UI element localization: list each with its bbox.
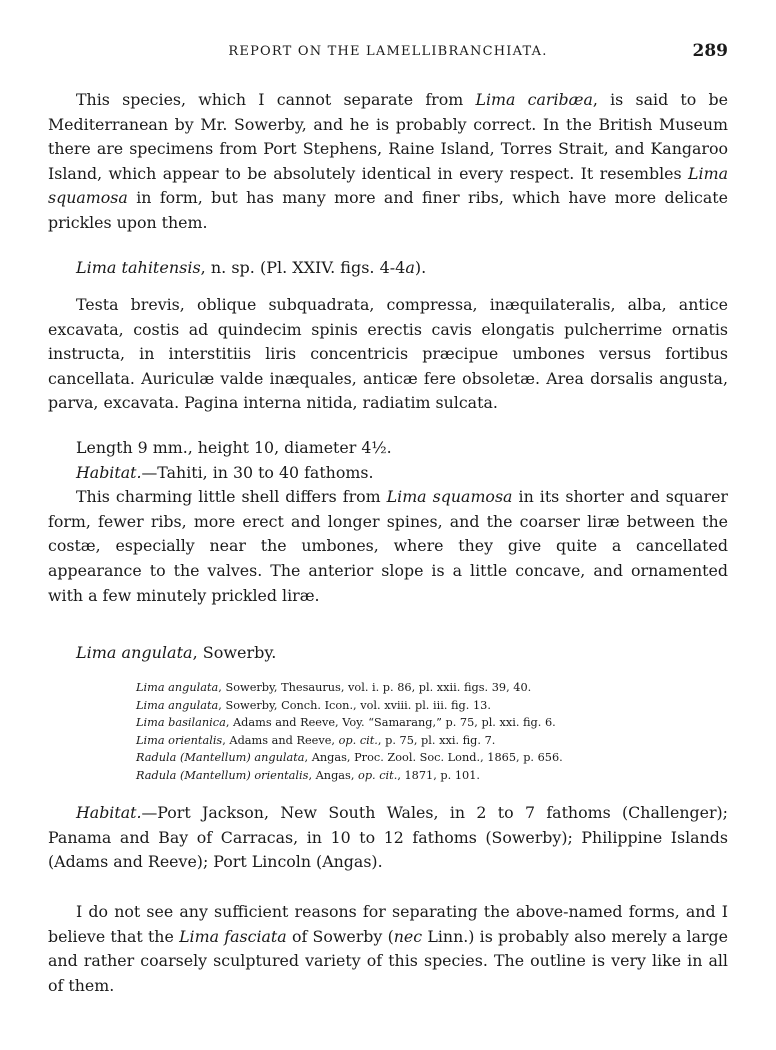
synonym-reference: , Angas, Proc. Zool. Soc. Lond., 1865, p. 656.: [304, 751, 563, 765]
angulata-heading: [48, 641, 728, 665]
synonym-line: [136, 732, 696, 750]
synonym-reference: , Sowerby, Conch. Icon., vol. xviii. pl. iii. fig. 13.: [218, 698, 491, 712]
tahitensis-heading: [48, 256, 728, 280]
caribaea-remarks-paragraph: [48, 88, 728, 236]
habitat-label: Habitat.: [76, 462, 142, 482]
angulata-closing-remarks: [48, 900, 728, 998]
text-run: in its shorter and squarer form, fewer ribs, more erect and longer spines, and the coarser liræ between the costæ, especially near the umbones, where they give quite a cancellated appearance to the valves. The anterior slope is a little concave, and ornamented with a few minutely prickled liræ.: [48, 487, 728, 605]
synonym-reference: , Adams and Reeve, Voy. “Samarang,” p. 75, pl. xxi. fig. 6.: [225, 716, 556, 730]
synonym-line: [136, 767, 696, 785]
text-run: , n. sp. (Pl. XXIV. figs. 4-4: [200, 258, 406, 277]
species-name: Lima squamosa: [386, 487, 513, 507]
synonym-reference: , Sowerby, Thesaurus, vol. i. p. 86, pl. xxii. figs. 39, 40.: [218, 681, 532, 694]
op-cit: op. cit.: [358, 768, 398, 782]
synonymy-list: [136, 679, 696, 785]
species-name: Lima fasciata: [179, 926, 287, 946]
page-header: [48, 41, 728, 66]
tahitensis-habitat: [48, 461, 728, 486]
synonym-name: Lima orientalis: [136, 733, 223, 747]
synonym-line: [136, 697, 696, 715]
op-cit: op. cit.: [338, 733, 378, 747]
synonym-name: Radula (Mantellum) angulata: [136, 751, 305, 765]
text-run: of Sowerby (: [286, 926, 394, 946]
synonym-line: [136, 679, 696, 697]
text-run: ).: [414, 258, 427, 277]
figure-letter: a: [405, 258, 415, 277]
synonym-line: [136, 749, 696, 767]
species-name: Lima caribæa: [475, 90, 593, 109]
habitat-text: —Tahiti, in 30 to 40 fathoms.: [141, 462, 374, 482]
text-run: , is said to be Mediterranean by Mr. Sowerby, and he is probably correct. In the British Museum there are specimens from Port Stephens, Raine Island, Torres Strait, and Kangaroo Island, which appear to be absolutely identical in every respect. It resembles: [48, 90, 728, 183]
nec-word: nec: [393, 926, 423, 946]
synonym-reference: , Adams and Reeve,: [222, 733, 339, 747]
page-number: 289: [692, 41, 728, 61]
latin-description-text: Testa brevis, oblique subquadrata, compressa, inæquilateralis, alba, antice excavata, costis ad quindecim spinis erectis cavis elongatis pulcherrime ornatis instructa, in interstitiis liris concentricis præcipue umbones versus fortibus cancellata. Auriculæ valde inæquales, anticæ fere obsoletæ. Area dorsalis angusta, parva, excavata. Pagina interna nitida, radiatim sulcata.: [48, 295, 728, 413]
synonym-name: Lima angulata: [136, 698, 219, 712]
measurements: Length 9 mm., height 10, diameter 4½.: [76, 438, 392, 457]
text-run: in form, but has many more and finer ribs, which have more delicate prickles upon them.: [48, 188, 728, 232]
synonym-line: [136, 714, 696, 732]
habitat-text: —Port Jackson, New South Wales, in 2 to 7 fathoms (Challenger); Panama and Bay of Carracas, in 10 to 12 fathoms (Sowerby); Philippine Islands (Adams and Reeve); Port Lincoln (Angas).: [48, 803, 728, 872]
latin-description: [48, 293, 728, 416]
tahitensis-remarks: [48, 485, 728, 608]
species-name: Lima angulata: [76, 643, 193, 662]
synonym-reference: , Angas,: [308, 768, 359, 782]
running-title: REPORT ON THE LAMELLIBRANCHIATA.: [228, 44, 548, 59]
habitat-label: Habitat.: [76, 803, 142, 822]
species-name: Lima tahitensis: [76, 258, 201, 277]
synonym-name: Lima angulata: [136, 681, 219, 694]
angulata-habitat: [48, 801, 728, 875]
synonym-reference: , 1871, p. 101.: [397, 768, 480, 782]
text-run: Linn.) is probably also merely a large and rather coarsely sculptured variety of this species. The outline is very like in all of them.: [48, 926, 728, 995]
tahitensis-details: [48, 436, 728, 608]
synonym-reference: , p. 75, pl. xxi. fig. 7.: [377, 733, 496, 747]
text-run: , Sowerby.: [192, 643, 277, 662]
synonym-name: Lima basilanica: [136, 716, 226, 730]
text-run: I do not see any sufficient reasons for separating the above-named forms, and I believe that the: [48, 902, 728, 946]
species-name: Lima squamosa: [48, 163, 728, 208]
synonym-name: Radula (Mantellum) orientalis: [136, 768, 309, 782]
text-run: This charming little shell differs from: [76, 487, 387, 507]
text-run: This species, which I cannot separate from: [76, 90, 476, 109]
